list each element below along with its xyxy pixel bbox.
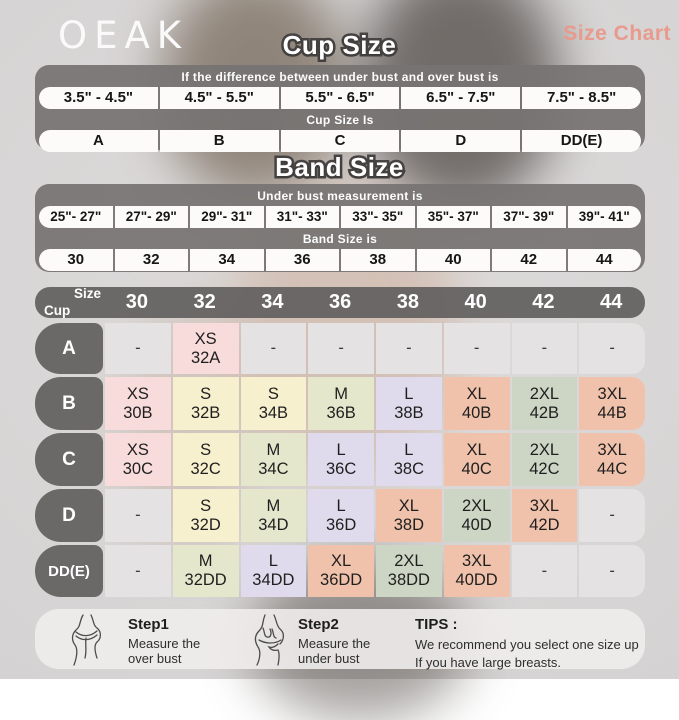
grid-col-header: 40 <box>464 291 487 313</box>
size-cell: S 32B <box>173 377 239 430</box>
grid-row-c <box>35 433 645 486</box>
size-cell: XL 40B <box>444 377 510 430</box>
size-cell: M 36B <box>308 377 374 430</box>
band-range-cell: 33"- 35" <box>341 206 415 228</box>
cup-range-cell: 4.5" - 5.5" <box>160 87 279 109</box>
size-cell: M 34D <box>241 489 307 542</box>
corner-size-label: Size <box>73 286 101 301</box>
size-cell: - <box>105 545 171 597</box>
size-cell: 3XL 42D <box>512 489 578 542</box>
page-title: Size Chart <box>563 22 671 45</box>
band-number-cell: 36 <box>266 249 340 271</box>
size-cell: - <box>512 545 578 597</box>
tips-line2: If you have large breasts. <box>415 655 561 670</box>
size-cell: S 34B <box>241 377 307 430</box>
tips-block <box>415 616 640 673</box>
cup-range-cell: 5.5" - 6.5" <box>281 87 400 109</box>
grid-row-a <box>35 323 645 374</box>
band-range-cell: 31"- 33" <box>266 206 340 228</box>
band-range-cell: 29"- 31" <box>190 206 264 228</box>
band-number-cell: 30 <box>39 249 113 271</box>
size-cell: - <box>105 489 171 542</box>
corner-cup-label: Cup <box>44 303 71 318</box>
size-cell: L 38B <box>376 377 442 430</box>
size-cell: 2XL 42C <box>512 433 578 486</box>
row-label: B <box>35 377 103 430</box>
size-cell: - <box>308 323 374 374</box>
size-cell: 2XL 40D <box>444 489 510 542</box>
size-cell: - <box>241 323 307 374</box>
band-number-cell: 38 <box>341 249 415 271</box>
row-label: C <box>35 433 103 486</box>
size-cell: XL 36DD <box>308 545 374 597</box>
band-result-label: Band Size is <box>302 232 378 246</box>
size-cell: - <box>444 323 510 374</box>
grid-col-header: 32 <box>193 291 216 313</box>
band-range-cell: 27"- 29" <box>115 206 189 228</box>
size-cell: - <box>376 323 442 374</box>
cup-letter-cell: B <box>160 130 279 152</box>
size-cell: - <box>105 323 171 374</box>
brand-logo: OEAK <box>58 14 189 57</box>
band-size-heading: Band Size <box>275 152 404 182</box>
size-cell: L 38C <box>376 433 442 486</box>
size-cell: 3XL 40DD <box>444 545 510 597</box>
size-cell: L 36C <box>308 433 374 486</box>
band-number-cell: 34 <box>190 249 264 271</box>
tips-title: TIPS : <box>415 616 458 633</box>
tips-line1: We recommend you select one size up <box>415 637 639 652</box>
size-cell: S 32C <box>173 433 239 486</box>
cup-letter-cell: D <box>401 130 520 152</box>
step2-block <box>298 616 370 666</box>
size-cell: - <box>579 489 645 542</box>
grid-col-header: 34 <box>261 291 284 313</box>
band-size-panel <box>35 184 645 272</box>
band-number-cell: 44 <box>568 249 642 271</box>
grid-corner <box>35 287 103 318</box>
band-range-cell: 25"- 27" <box>39 206 113 228</box>
grid-col-header: 42 <box>532 291 555 313</box>
cup-letter-cell: A <box>39 130 158 152</box>
step1-block <box>128 616 200 666</box>
cup-letter-cell: DD(E) <box>522 130 641 152</box>
grid-row-d <box>35 489 645 542</box>
band-number-cell: 40 <box>417 249 491 271</box>
cup-result-label: Cup Size Is <box>306 113 374 127</box>
step1-desc-line1: Measure the <box>128 636 201 651</box>
cup-range-cell: 7.5" - 8.5" <box>522 87 641 109</box>
grid-col-header: 30 <box>125 291 148 313</box>
size-cell: 3XL 44C <box>579 433 645 486</box>
cup-range-cell: 3.5" - 4.5" <box>39 87 158 109</box>
step1-desc-line2: over bust <box>128 651 182 666</box>
band-condition-label: Under bust measurement is <box>257 189 423 203</box>
cup-size-heading: Cup Size <box>282 30 397 60</box>
band-range-cell: 37"- 39" <box>492 206 566 228</box>
row-label: A <box>35 323 103 374</box>
size-cell: L 36D <box>308 489 374 542</box>
band-range-cell: 39"- 41" <box>568 206 642 228</box>
measure-guide-bar <box>35 609 645 669</box>
size-cell: 2XL 38DD <box>376 545 442 597</box>
step2-desc-line2: under bust <box>298 651 360 666</box>
grid-col-header: 36 <box>329 291 352 313</box>
band-number-cell: 42 <box>492 249 566 271</box>
band-number-cell: 32 <box>115 249 189 271</box>
band-number-row <box>39 249 641 271</box>
row-label: DD(E) <box>35 545 103 597</box>
cup-condition-label: If the difference between under bust and over bust is <box>181 70 499 84</box>
grid-row-b <box>35 377 645 430</box>
step2-desc-line1: Measure the <box>298 636 371 651</box>
size-cell: XL 40C <box>444 433 510 486</box>
row-label: D <box>35 489 103 542</box>
measure-over-bust-icon <box>61 614 109 666</box>
band-range-row <box>39 206 641 228</box>
size-cell: M 32DD <box>173 545 239 597</box>
size-cell: M 34C <box>241 433 307 486</box>
size-cell: XS 30C <box>105 433 171 486</box>
size-cell: - <box>512 323 578 374</box>
cup-range-row <box>39 87 641 109</box>
grid-col-header: 38 <box>396 291 419 313</box>
grid-row-dd <box>35 545 645 597</box>
size-cell: XL 38D <box>376 489 442 542</box>
size-cell: XS 32A <box>173 323 239 374</box>
cup-letter-row <box>39 130 641 152</box>
grid-col-header: 44 <box>600 291 623 313</box>
cup-letter-cell: C <box>281 130 400 152</box>
size-grid-header <box>35 287 645 318</box>
size-cell: 2XL 42B <box>512 377 578 430</box>
step1-title: Step1 <box>128 616 169 633</box>
size-cell: L 34DD <box>241 545 307 597</box>
step2-title: Step2 <box>298 616 339 633</box>
size-cell: 3XL 44B <box>579 377 645 430</box>
size-cell: XS 30B <box>105 377 171 430</box>
cup-range-cell: 6.5" - 7.5" <box>401 87 520 109</box>
size-cell: - <box>579 545 645 597</box>
size-cell: S 32D <box>173 489 239 542</box>
size-cell: - <box>579 323 645 374</box>
measure-under-bust-icon <box>245 614 293 666</box>
band-range-cell: 35"- 37" <box>417 206 491 228</box>
cup-size-panel <box>35 65 645 150</box>
